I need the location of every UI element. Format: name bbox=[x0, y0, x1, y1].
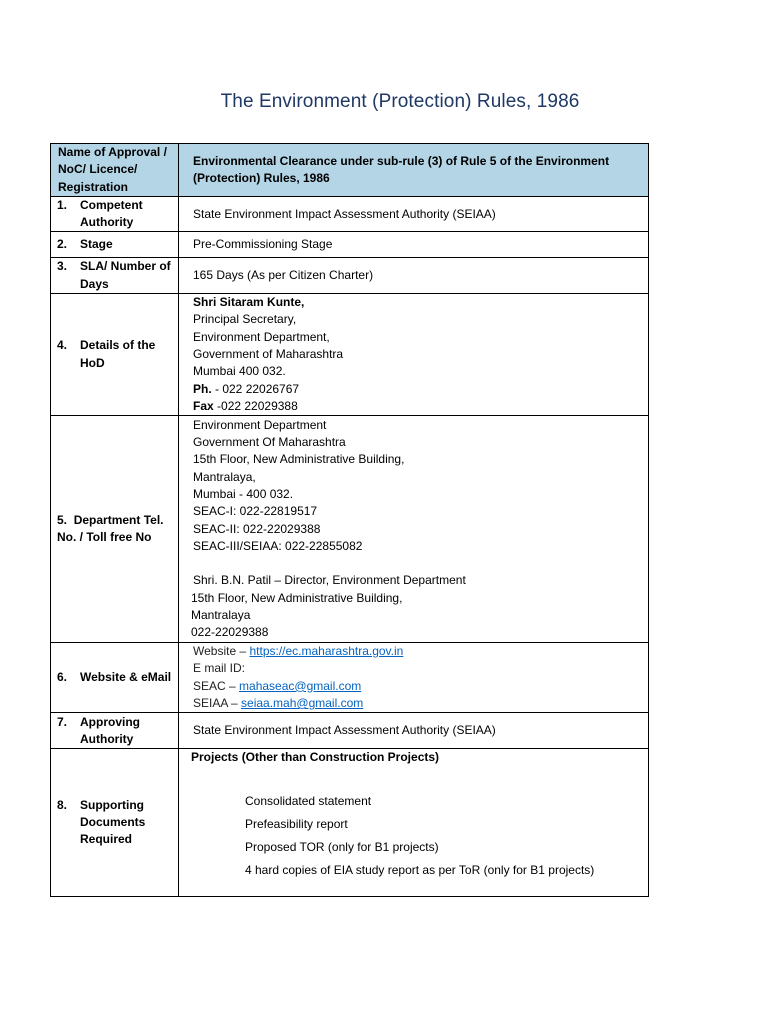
documents-list bbox=[191, 790, 642, 882]
hod-fax bbox=[193, 398, 642, 415]
approving-authority-value: State Environment Impact Assessment Authority (SEIAA) bbox=[193, 723, 496, 738]
department-line: Mantralaya, bbox=[193, 469, 256, 484]
row-label-cell bbox=[51, 196, 179, 232]
hod-details-cell bbox=[179, 294, 649, 416]
row-label: Website & eMail bbox=[80, 670, 172, 685]
website-link[interactable]: https://ec.maharashtra.gov.in bbox=[249, 644, 404, 659]
department-line: SEAC-II: 022-22029388 bbox=[193, 521, 321, 536]
hod-designation: Principal Secretary, bbox=[193, 312, 297, 327]
seac-email-line bbox=[193, 678, 642, 695]
row-label-cell bbox=[51, 258, 179, 294]
row-number: 3. bbox=[57, 259, 68, 274]
list-item: Prefeasibility report bbox=[245, 816, 348, 831]
header-clearance-text: Environmental Clearance under sub-rule (3) of Rule 5 of the Environment (Protection) Rules, 1986 bbox=[193, 153, 610, 185]
page-title: The Environment (Protection) Rules, 1986 bbox=[220, 91, 580, 112]
fax-value: -022 22029388 bbox=[213, 398, 298, 413]
list-item: Consolidated statement bbox=[245, 793, 372, 808]
row-value-cell bbox=[179, 713, 649, 749]
table-header-row bbox=[51, 144, 649, 197]
seac-email-link[interactable]: mahaseac@gmail.com bbox=[239, 678, 362, 693]
seiaa-email-line bbox=[193, 695, 642, 712]
row-number: 7. bbox=[57, 714, 68, 729]
row-value-cell bbox=[179, 258, 649, 294]
director-line: Mantralaya bbox=[191, 607, 251, 622]
row-number: 8. bbox=[57, 797, 68, 812]
seac-prefix: SEAC – bbox=[193, 678, 240, 693]
header-approval-text: Name of Approval / NoC/ Licence/ Registration bbox=[58, 145, 167, 194]
hod-phone bbox=[193, 381, 642, 398]
row-label-cell bbox=[51, 294, 179, 416]
row-label-cell bbox=[51, 416, 179, 643]
row-label-cell bbox=[51, 749, 179, 897]
row-value-cell bbox=[179, 196, 649, 232]
documents-heading: Projects (Other than Construction Projects) bbox=[191, 750, 440, 765]
row-number: 4. bbox=[57, 338, 68, 353]
row-label: Details of the HoD bbox=[80, 338, 156, 370]
supporting-documents-cell bbox=[179, 749, 649, 897]
hod-government: Government of Maharashtra bbox=[193, 346, 344, 361]
header-approval-cell bbox=[51, 144, 179, 197]
email-label: E mail ID: bbox=[193, 661, 246, 676]
phone-label: Ph. bbox=[193, 381, 212, 396]
phone-value: - 022 22026767 bbox=[211, 381, 300, 396]
department-line: Government Of Maharashtra bbox=[193, 435, 346, 450]
list-item: Proposed TOR (only for B1 projects) bbox=[245, 839, 439, 854]
department-line: Environment Department bbox=[193, 417, 327, 432]
director-line: 15th Floor, New Administrative Building, bbox=[191, 590, 403, 605]
row-label: Competent Authority bbox=[80, 197, 143, 230]
blank-line bbox=[193, 555, 642, 572]
table-row bbox=[51, 749, 649, 897]
hod-city: Mumbai 400 032. bbox=[193, 364, 286, 379]
hod-name: Shri Sitaram Kunte, bbox=[193, 295, 305, 310]
row-label: Stage bbox=[80, 237, 113, 252]
competent-authority-value: State Environment Impact Assessment Authority (SEIAA) bbox=[193, 206, 496, 221]
website-email-cell bbox=[179, 643, 649, 713]
table-row bbox=[51, 643, 649, 713]
table-row bbox=[51, 232, 649, 258]
row-label-cell bbox=[51, 643, 179, 713]
fax-label: Fax bbox=[193, 398, 214, 413]
sla-value: 165 Days (As per Citizen Charter) bbox=[193, 268, 374, 283]
department-line: Mumbai - 400 032. bbox=[193, 486, 294, 501]
director-line: Shri. B.N. Patil – Director, Environment Department bbox=[193, 573, 466, 588]
seiaa-prefix: SEIAA – bbox=[193, 696, 242, 711]
hod-department: Environment Department, bbox=[193, 329, 330, 344]
row-number: 6. bbox=[57, 670, 68, 685]
row-label: Approving Authority bbox=[80, 714, 140, 746]
stage-value: Pre-Commissioning Stage bbox=[193, 237, 333, 252]
row-number: 2. bbox=[57, 237, 68, 252]
department-line: SEAC-III/SEIAA: 022-22855082 bbox=[193, 538, 363, 553]
table-row bbox=[51, 713, 649, 749]
website-prefix: Website – bbox=[193, 644, 250, 659]
table-row bbox=[51, 416, 649, 643]
director-line: 022-22029388 bbox=[191, 625, 269, 640]
department-label bbox=[57, 512, 175, 547]
seiaa-email-link[interactable]: seiaa.mah@gmail.com bbox=[241, 696, 364, 711]
row-number: 5. bbox=[57, 512, 68, 527]
table-row bbox=[51, 196, 649, 232]
row-label-cell bbox=[51, 713, 179, 749]
row-label: Supporting Documents Required bbox=[80, 797, 146, 847]
rules-table bbox=[50, 143, 649, 897]
table-row bbox=[51, 294, 649, 416]
header-clearance-cell bbox=[179, 144, 649, 197]
row-number: 1. bbox=[57, 197, 68, 212]
row-label-cell bbox=[51, 232, 179, 258]
row-label: Department Tel. No. / Toll free No bbox=[57, 512, 164, 545]
row-label: SLA/ Number of Days bbox=[80, 259, 171, 291]
list-item: 4 hard copies of EIA study report as per ToR (only for B1 projects) bbox=[245, 862, 595, 877]
table-row bbox=[51, 258, 649, 294]
website-line bbox=[193, 643, 642, 660]
department-contact-cell bbox=[179, 416, 649, 643]
department-line: 15th Floor, New Administrative Building, bbox=[193, 452, 405, 467]
row-value-cell bbox=[179, 232, 649, 258]
department-line: SEAC-I: 022-22819517 bbox=[193, 504, 318, 519]
